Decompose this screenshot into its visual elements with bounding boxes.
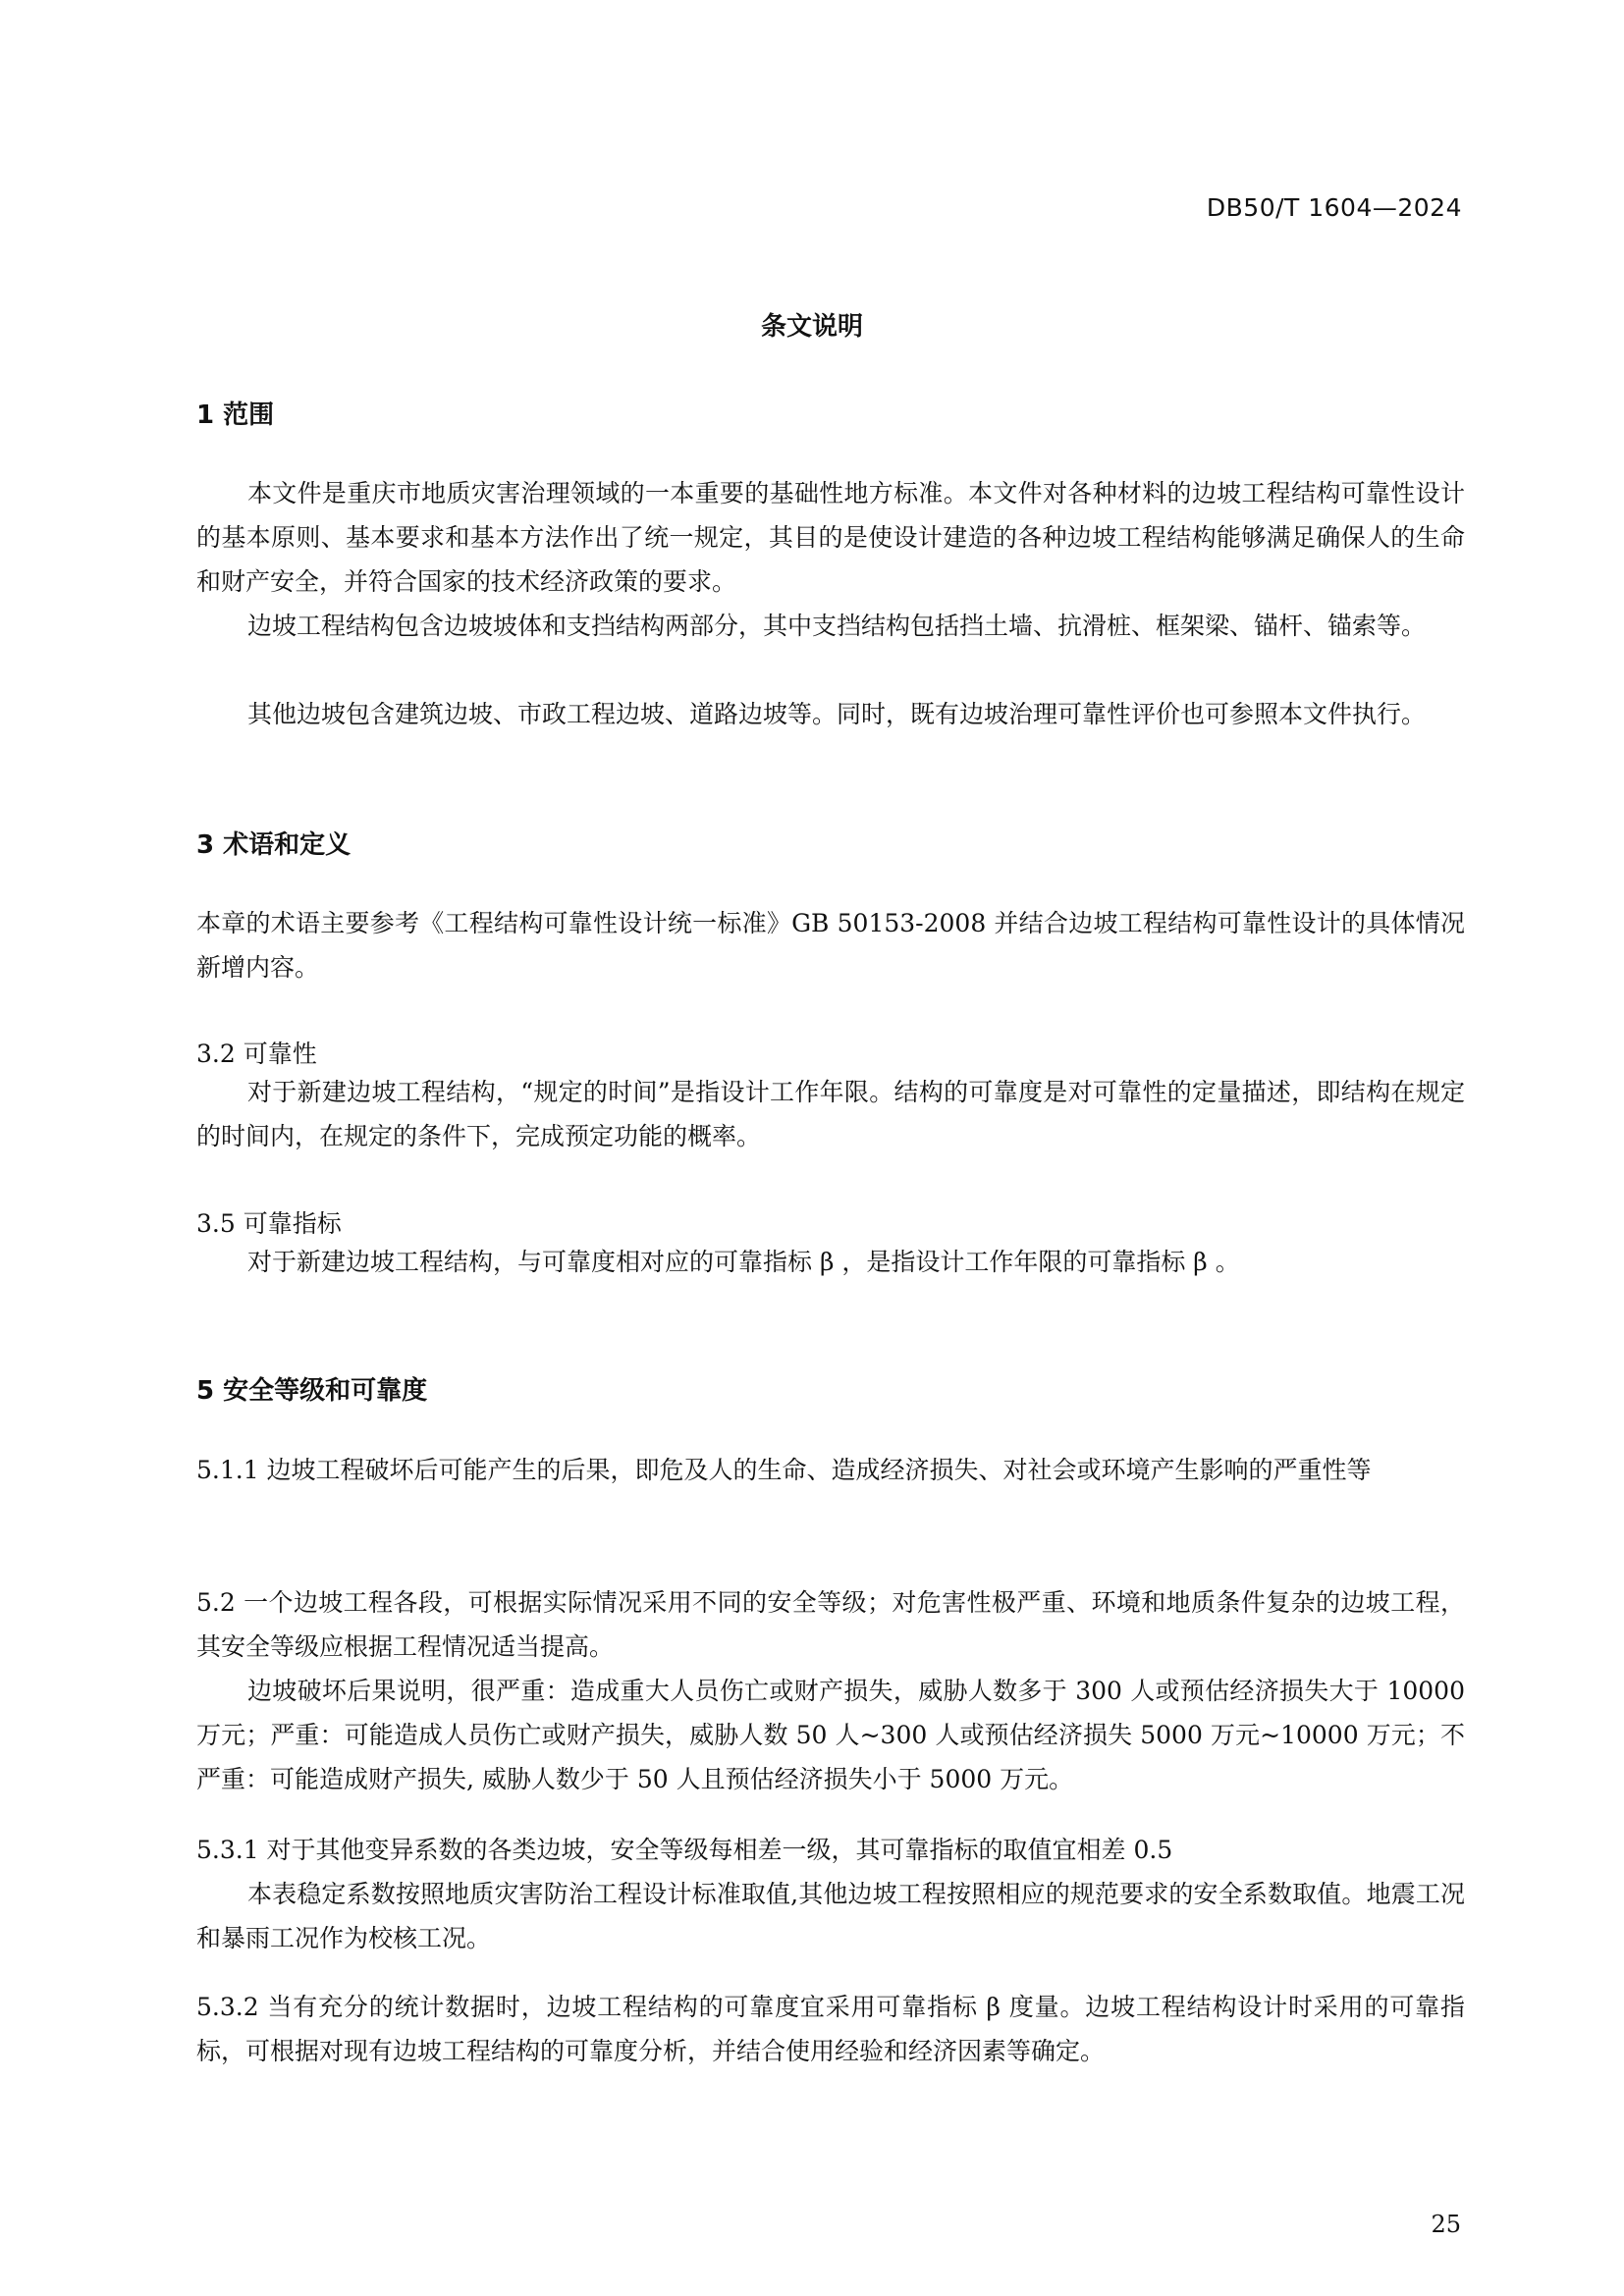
document-code: DB50/T 1604—2024 [1206, 193, 1462, 222]
section-1-paragraph-1: 本文件是重庆市地质灾害治理领域的一本重要的基础性地方标准。本文件对各种材料的边坡工程结构可靠性设计的基本原则、基本要求和基本方法作出了统一规定，其目的是使设计建造的各种边坡工程结构能够满足确保人的生命和财产安全，并符合国家的技术经济政策的要求。 [196, 479, 1465, 596]
clause-5-3-2: 5.3.2 当有充分的统计数据时，边坡工程结构的可靠度宜采用可靠指标 β 度量。边坡工程结构设计时采用的可靠指标，可根据对现有边坡工程结构的可靠度分析，并结合使用经验和经济因素等确定。 [196, 1993, 1465, 2065]
clause-5-2-explanation: 边坡破坏后果说明，很严重：造成重大人员伤亡或财产损失，威胁人数多于 300 人或预估经济损失大于 10000 万元；严重：可能造成人员伤亡或财产损失，威胁人数 50 人~300 人或预估经济损失 5000 万元~10000 万元；不严重：可能造成财产损失, 威胁人数少于 50 人且预估经济损失小于 5000 万元。 [196, 1677, 1465, 1793]
subsection-3-2-heading: 3.2 可靠性 [196, 1040, 317, 1068]
section-1-paragraph-2: 边坡工程结构包含边坡坡体和支挡结构两部分，其中支挡结构包括挡土墙、抗滑桩、框架梁、锚杆、锚索等。 [247, 612, 1427, 640]
subsection-3-5-paragraph: 对于新建边坡工程结构，与可靠度相对应的可靠指标 β ，是指设计工作年限的可靠指标 β 。 [247, 1248, 1240, 1276]
document-title: 条文说明 [760, 312, 863, 342]
section-5-heading: 5 安全等级和可靠度 [196, 1376, 428, 1406]
clause-5-1-1: 5.1.1 边坡工程破坏后可能产生的后果，即危及人的生命、造成经济损失、对社会或环境产生影响的严重性等 [196, 1456, 1372, 1484]
section-3-paragraph-1: 本章的术语主要参考《工程结构可靠性设计统一标准》GB 50153-2008 并结合边坡工程结构可靠性设计的具体情况新增内容。 [196, 909, 1465, 982]
section-1-heading: 1 范围 [196, 400, 275, 430]
section-1-paragraph-3: 其他边坡包含建筑边坡、市政工程边坡、道路边坡等。同时，既有边坡治理可靠性评价也可参照本文件执行。 [247, 700, 1427, 728]
clause-5-3-1-explanation: 本表稳定系数按照地质灾害防治工程设计标准取值,其他边坡工程按照相应的规范要求的安全系数取值。地震工况和暴雨工况作为校核工况。 [196, 1880, 1465, 1952]
subsection-3-5-heading: 3.5 可靠指标 [196, 1209, 342, 1238]
page-number: 25 [1431, 2211, 1461, 2238]
clause-5-3-1: 5.3.1 对于其他变异系数的各类边坡，安全等级每相差一级，其可靠指标的取值宜相差 0.5 [196, 1836, 1173, 1864]
section-3-heading: 3 术语和定义 [196, 830, 352, 860]
subsection-3-2-paragraph: 对于新建边坡工程结构，“规定的时间”是指设计工作年限。结构的可靠度是对可靠性的定量描述，即结构在规定的时间内，在规定的条件下，完成预定功能的概率。 [196, 1078, 1465, 1150]
clause-5-2: 5.2 一个边坡工程各段，可根据实际情况采用不同的安全等级；对危害性极严重、环境和地质条件复杂的边坡工程，其安全等级应根据工程情况适当提高。 [196, 1588, 1465, 1661]
